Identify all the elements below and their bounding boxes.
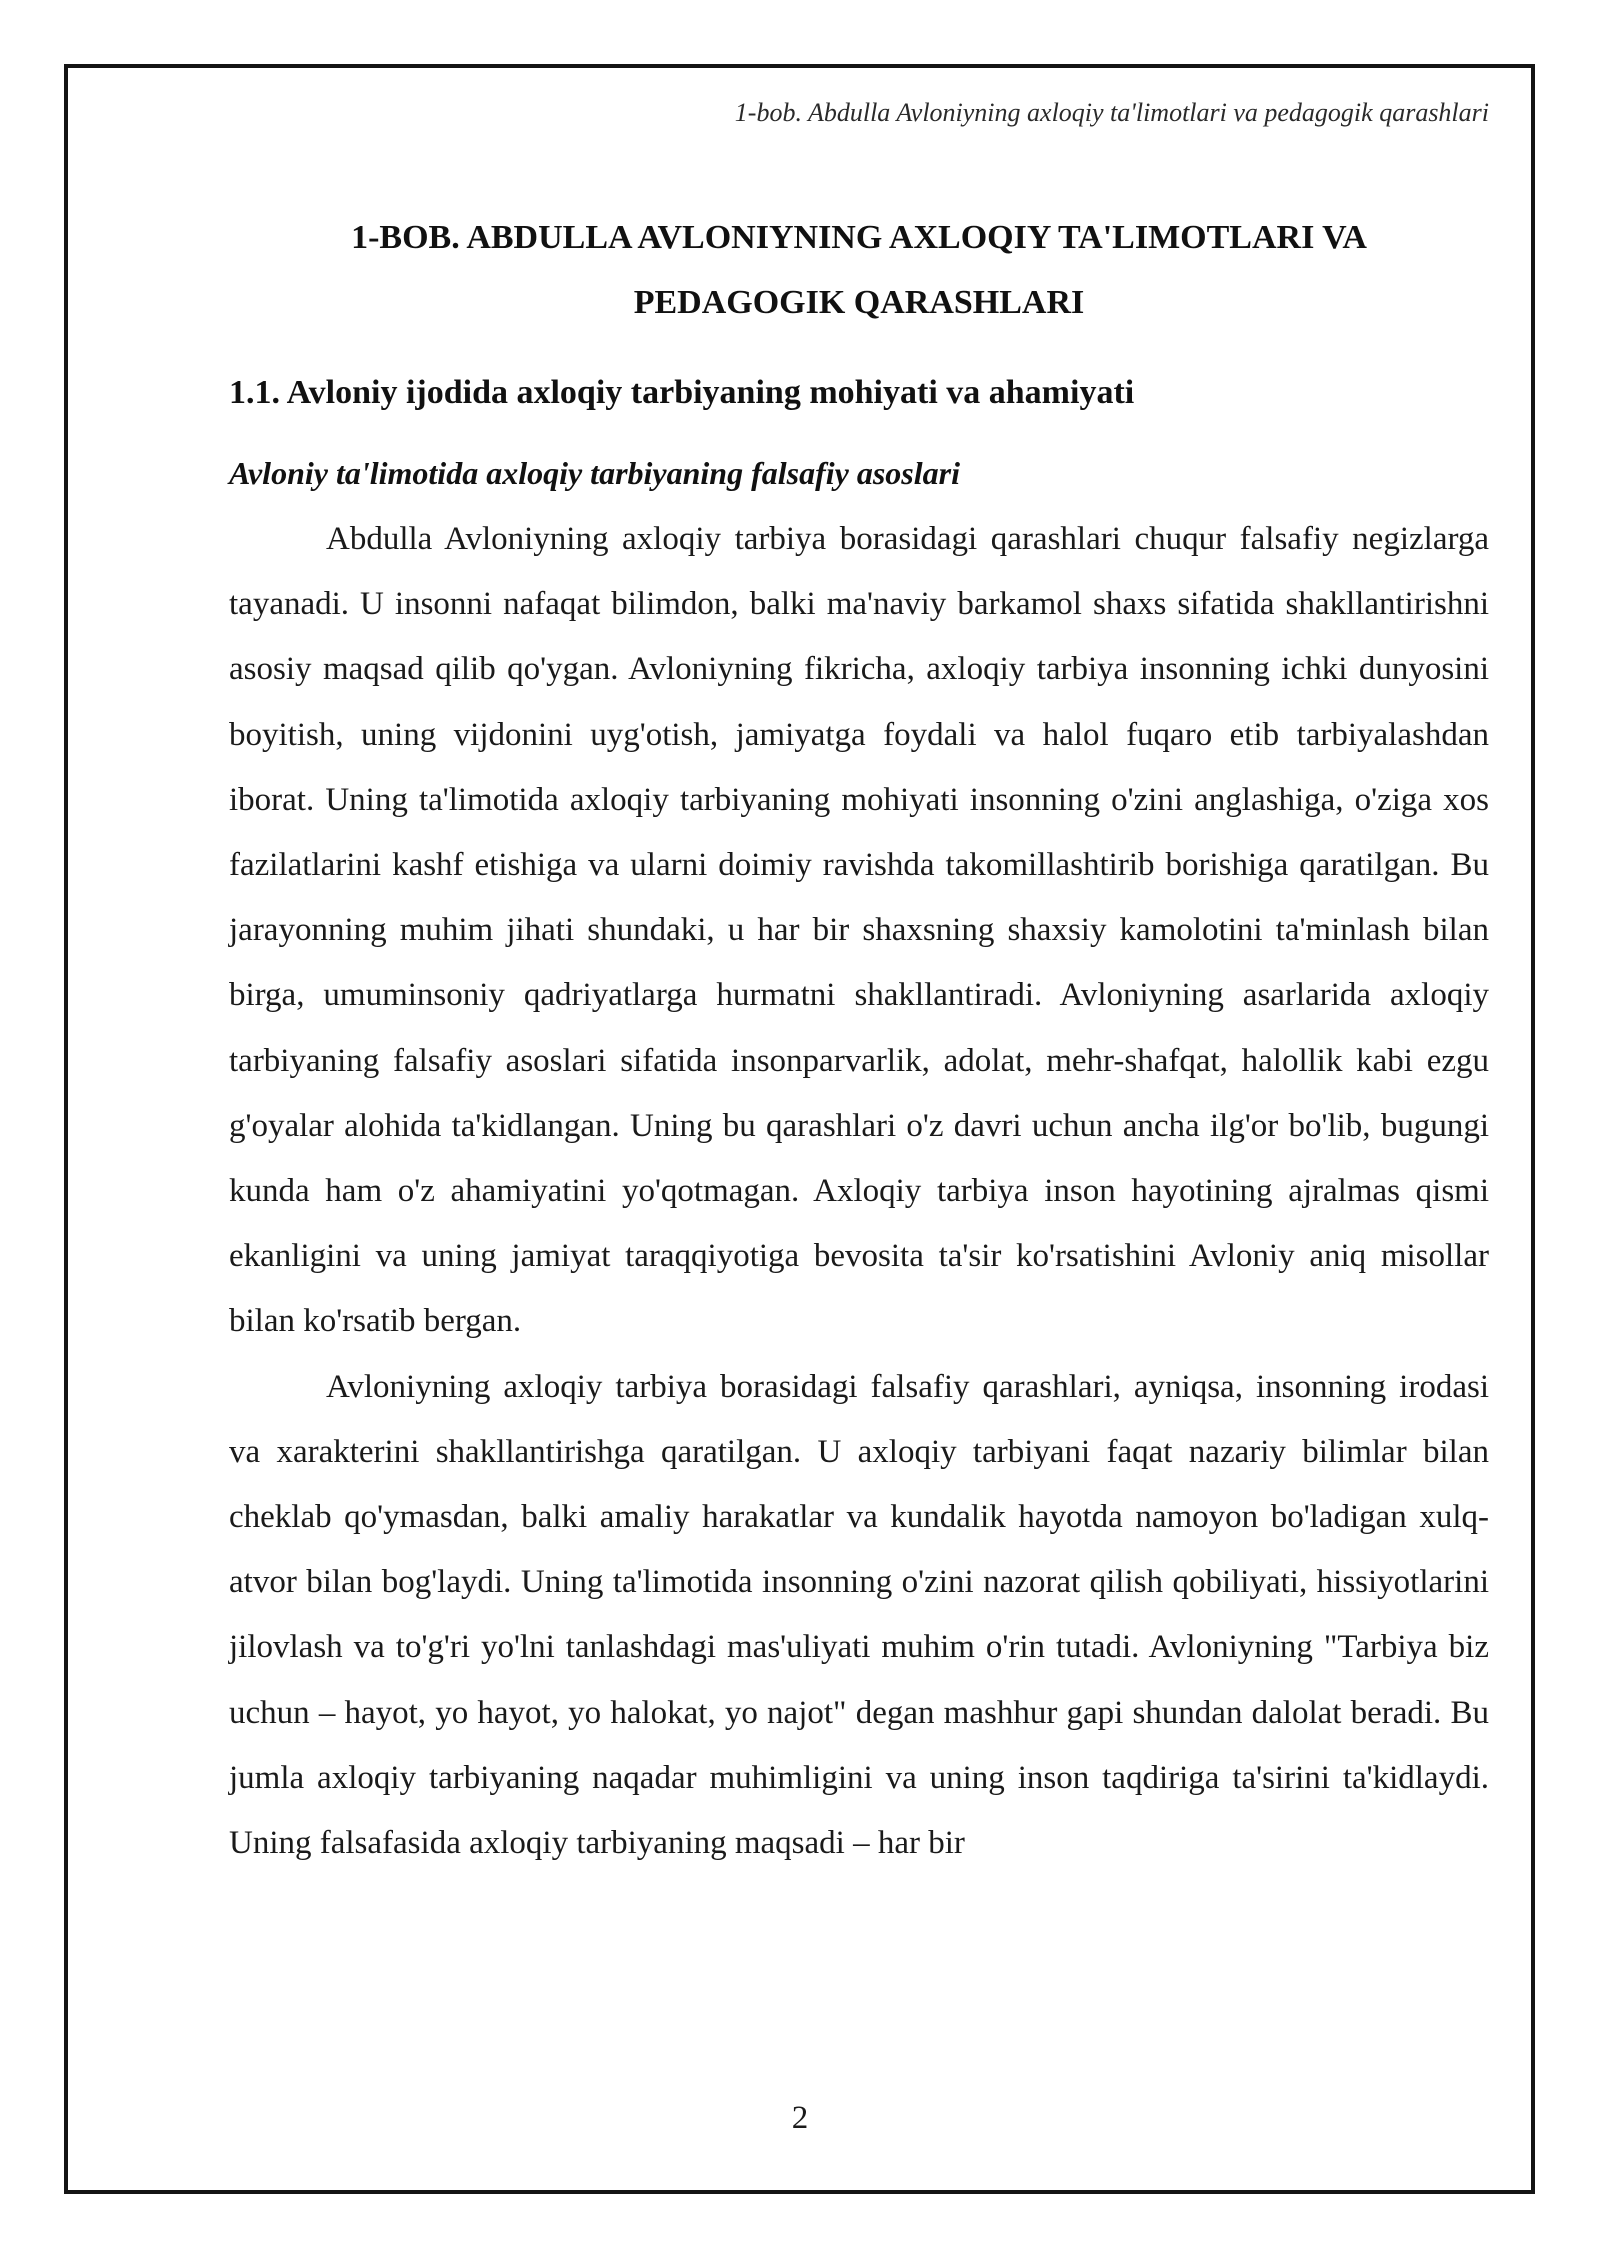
body-paragraph-1: Abdulla Avloniyning axloqiy tarbiya borasidagi qarashlari chuqur falsafiy negizlarga tayanadi. U insonni nafaqat bilimdon, balki ma'naviy barkamol shaxs sifatida shakllantirishni asosiy maqsad qilib qo'ygan. Avloniyning fikricha, axloqiy tarbiya insonning ichki dunyosini boyitish, uning vijdonini uyg'otish, jamiyatga foydali va halol fuqaro etib tarbiyalashdan iborat. Uning ta'limotida axloqiy tarbiyaning mohiyati insonning o'zini anglashiga, o'ziga xos fazilatlarini kashf etishiga va ularni doimiy ravishda takomillashtirib borishiga qaratilgan. Bu jarayonning muhim jihati shundaki, u har bir shaxsning shaxsiy kamolotini ta'minlash bilan birga, umuminsoniy qadriyatlarga hurmatni shakllantiradi. Avloniyning asarlarida axloqiy tarbiyaning falsafiy asoslari sifatida insonparvarlik, adolat, mehr-shafqat, halollik kabi ezgu g'oyalar alohida ta'kidlangan. Uning bu qarashlari o'z davri uchun ancha ilg'or bo'lib, bugungi kunda ham o'z ahamiyatini yo'qotmagan. Axloqiy tarbiya inson hayotining ajralmas qismi ekanligini va uning jamiyat taraqqiyotiga bevosita ta'sir ko'rsatishini Avloniy aniq misollar bilan ko'rsatib bergan. xyxy=(229,521,1489,1340)
body-paragraph-2: Avloniyning axloqiy tarbiya borasidagi falsafiy qarashlari, ayniqsa, insonning irodasi va xarakterini shakllantirishga qaratilgan. U axloqiy tarbiyani faqat nazariy bilimlar bilan cheklab qo'ymasdan, balki amaliy harakatlar va kundalik hayotda namoyon bo'ladigan xulq-atvor bilan bog'laydi. Uning ta'limotida insonning o'zini nazorat qilish qobiliyati, hissiyotlarini jilovlash va to'g'ri yo'lni tanlashdagi mas'uliyati muhim o'rin tutadi. Avloniyning "Tarbiya biz uchun – hayot, yo hayot, yo halokat, yo najot" degan mashhur gapi shundan dalolat beradi. Bu jumla axloqiy tarbiyaning naqadar muhimligini va uning inson taqdiriga ta'sirini ta'kidlaydi. Uning falsafasida axloqiy tarbiyaning maqsadi – har bir xyxy=(229,1368,1489,1862)
document-body xyxy=(229,205,1489,1876)
running-header: 1-bob. Abdulla Avloniyning axloqiy ta'limotlari va pedagogik qarashlari xyxy=(734,98,1489,127)
chapter-title-line-2: PEDAGOGIK QARASHLARI xyxy=(633,284,1085,321)
chapter-title-line-1: 1-BOB. ABDULLA AVLONIYNING AXLOQIY TA'LIMOTLARI VA xyxy=(351,219,1367,256)
subsection-title: Avloniy ta'limotida axloqiy tarbiyaning falsafiy asoslari xyxy=(229,455,960,491)
chapter-title xyxy=(229,205,1489,335)
page-number: 2 xyxy=(791,2100,809,2136)
section-title: 1.1. Avloniy ijodida axloqiy tarbiyaning mohiyati va ahamiyati xyxy=(229,374,1135,411)
